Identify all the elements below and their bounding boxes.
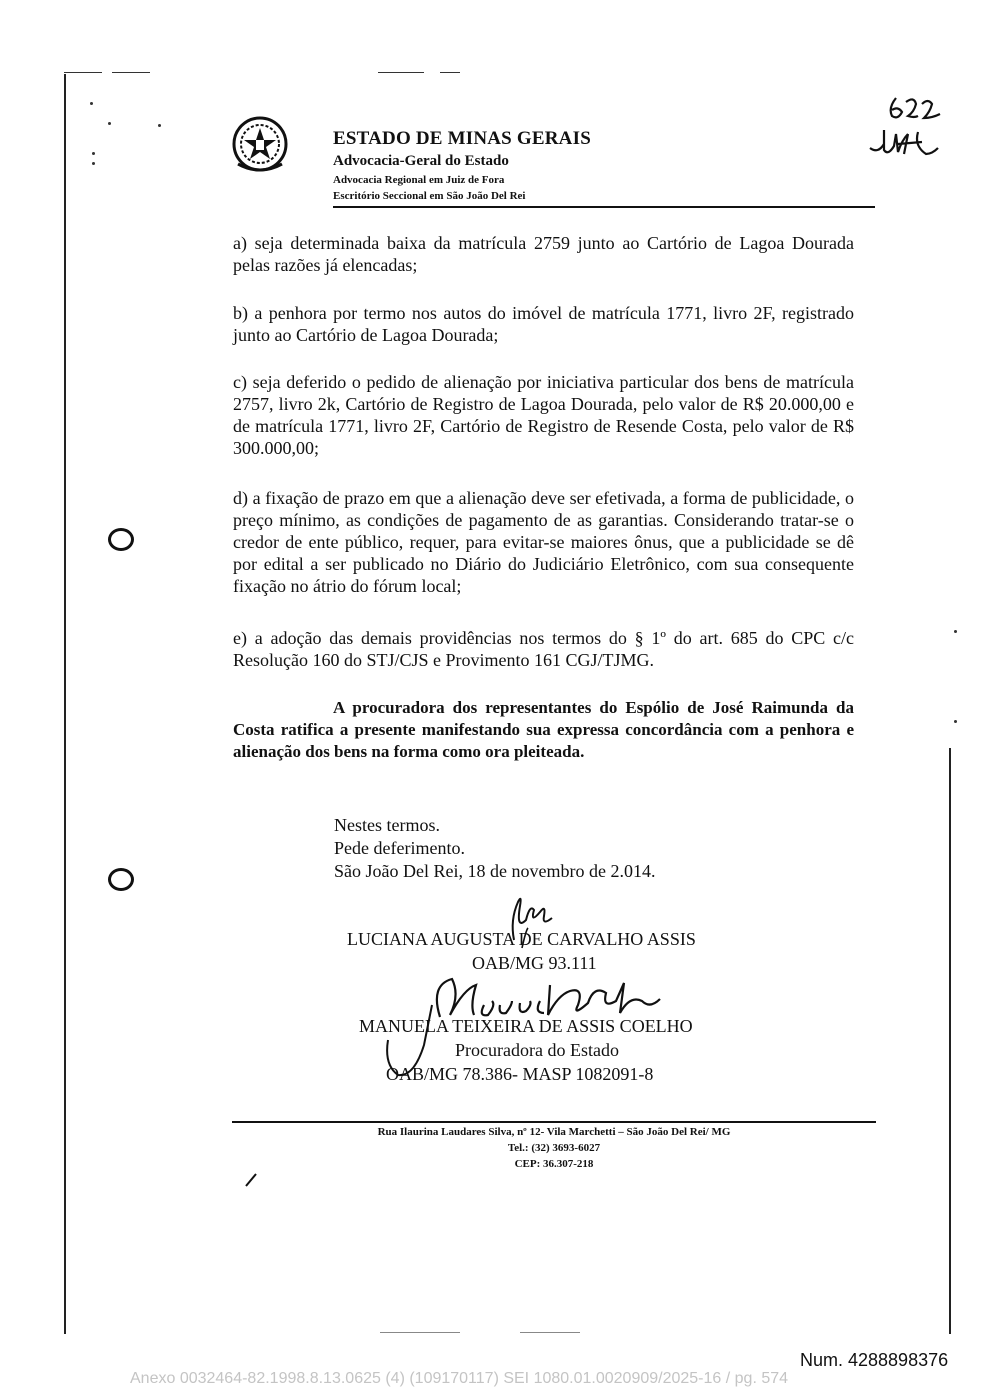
scan-top-dash: [64, 72, 102, 73]
request-item-c: c) seja deferido o pedido de alienação por iniciativa particular dos bens de matrícula 2757, livro 2k, Cartório de Registro de Lagoa Dourada, pelo valor de R$ 20.000,00 e de matrícula 1771, livro 2F, Cartório de Registro de Resende Costa, pelo valor de R$ 300.000,00;: [233, 372, 854, 458]
request-item-b: b) a penhora por termo nos autos do imóvel de matrícula 1771, livro 2F, registrado junto ao Cartório de Lagoa Dourada;: [233, 303, 854, 345]
sectional-office: Escritório Seccional em São João Del Rei: [333, 190, 526, 202]
scan-top-dash: [440, 72, 460, 73]
scan-bottom-dash: [520, 1332, 580, 1333]
scan-left-margin-line: [64, 74, 66, 1334]
punch-hole: [108, 528, 134, 551]
signatory-1-registration: OAB/MG 93.111: [472, 953, 597, 973]
signatory-2-name: MANUELA TEIXEIRA DE ASSIS COELHO: [359, 1016, 693, 1036]
agency-title: ESTADO DE MINAS GERAIS: [333, 128, 591, 149]
regional-office: Advocacia Regional em Juiz de Fora: [333, 174, 505, 186]
concordance-statement: A procuradora dos representantes do Espólio de José Raimunda da Costa ratifica a presente manifestando sua expressa concordância com a penhora e alienação dos bens na forma como ora pleiteada.: [233, 698, 854, 761]
footer-address: Rua Ilaurina Laudares Silva, nº 12- Vila Marchetti – São João Del Rei/ MG: [377, 1126, 731, 1138]
document-stamp-number: Num. 4288898376: [800, 1350, 949, 1370]
signatory-1-name: LUCIANA AUGUSTA DE CARVALHO ASSIS: [347, 929, 696, 949]
signatory-2-registration: OAB/MG 78.386- MASP 1082091-8: [386, 1064, 654, 1084]
agency-subtitle: Advocacia-Geral do Estado: [333, 153, 509, 169]
closing-line-1: Nestes termos.: [334, 815, 440, 835]
header-rule: [333, 206, 875, 208]
request-item-a: a) seja determinada baixa da matrícula 2759 junto ao Cartório de Lagoa Dourada pelas razões já elencadas;: [233, 233, 854, 275]
place-and-date: São João Del Rei, 18 de novembro de 2.014.: [334, 861, 656, 881]
scan-speck: [108, 122, 111, 125]
scan-right-margin-line: [949, 748, 951, 1334]
footer-phone: Tel.: (32) 3693-6027: [507, 1142, 601, 1154]
punch-hole: [108, 868, 134, 891]
closing-line-2: Pede deferimento.: [334, 838, 465, 858]
scan-top-dash: [112, 72, 150, 73]
request-item-e: e) a adoção das demais providências nos termos do § 1º do art. 685 do CPC c/c Resolução 160 do STJ/CJS e Provimento 161 CGJ/TJMG.: [233, 628, 854, 670]
scan-speck: [158, 124, 161, 127]
scan-speck: [92, 162, 95, 165]
scan-speck: [954, 720, 957, 723]
scan-speck: [954, 630, 957, 633]
handwritten-folio-number: [868, 94, 946, 164]
footer-cep: CEP: 36.307-218: [514, 1158, 594, 1170]
signatory-2-role: Procuradora do Estado: [455, 1040, 619, 1060]
scan-speck: [92, 152, 95, 155]
request-item-d: d) a fixação de prazo em que a alienação deve ser efetivada, a forma de publicidade, o preço mínimo, as condições de pagamento de as garantias. Considerando tratar-se o credor de ente público, requer, para evitar-se maiores ônus, que a publicidade se dê por edital a ser publicado no Diário do Judiciário Eletrônico, com sua consequente fixação no átrio do fórum local;: [233, 488, 854, 596]
footer-rule: [232, 1121, 876, 1123]
scan-mark: [244, 1172, 258, 1188]
state-coat-of-arms-icon: [230, 114, 290, 176]
scan-bottom-dash: [380, 1332, 460, 1333]
scan-speck: [90, 102, 93, 105]
scan-top-dash: [378, 72, 424, 73]
annex-reference-line: Anexo 0032464-82.1998.8.13.0625 (4) (109170117) SEI 1080.01.0020909/2025-16 / pg. 574: [130, 1370, 789, 1387]
